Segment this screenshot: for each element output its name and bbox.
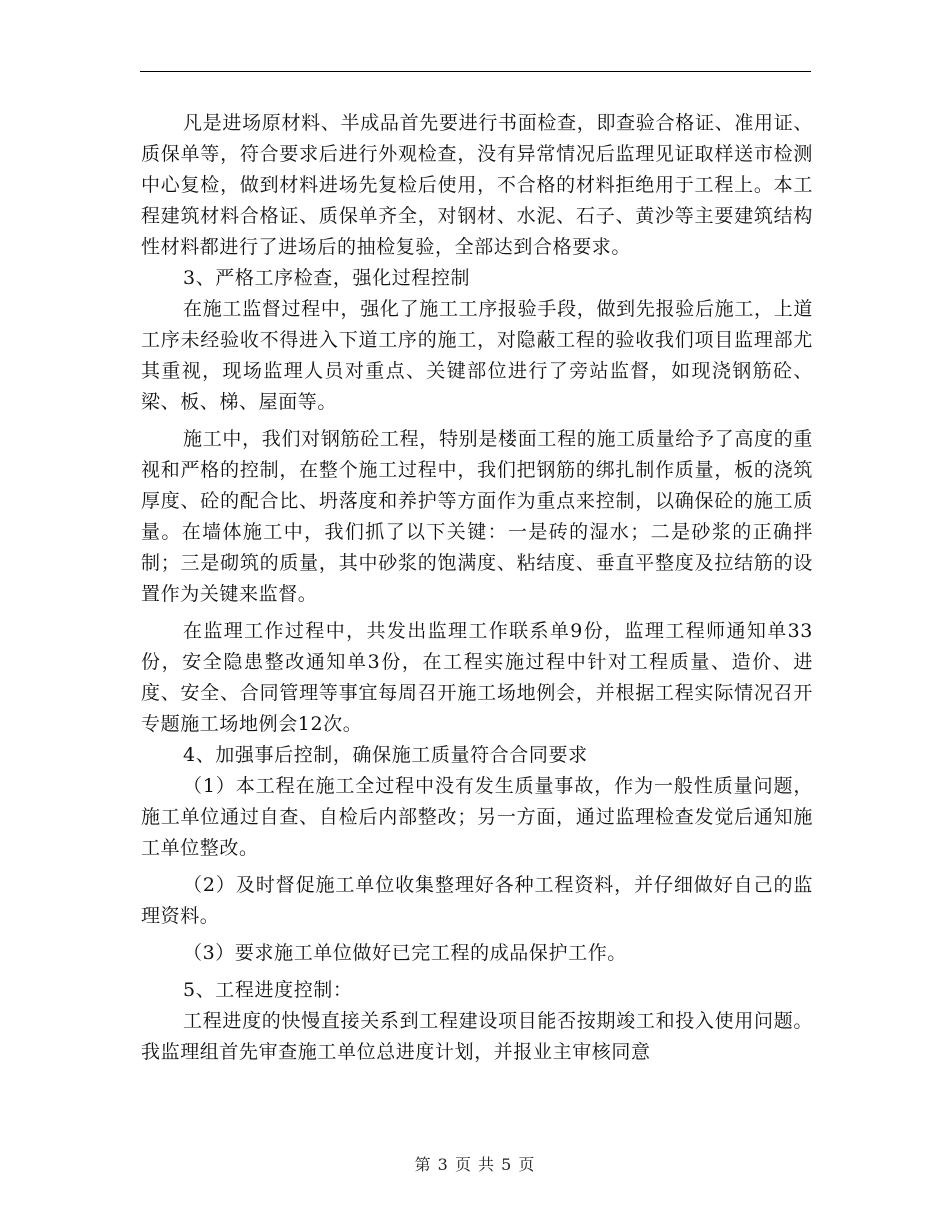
paragraph-item-1: （1）本工程在施工全过程中没有发生质量事故，作为一般性质量问题，施工单位通过自查、自检后内部整改；另一方面，通过监理检查发觉后通知施工单位整改。: [141, 775, 813, 859]
page-footer: 第 3 页 共 5 页: [414, 1155, 536, 1174]
section-heading-4: 4、加强事后控制，确保施工质量符合合同要求: [183, 744, 588, 766]
document-body: [141, 108, 813, 1068]
section-heading-3: 3、严格工序检查，强化过程控制: [183, 267, 471, 289]
paragraph-progress-control: 工程进度的快慢直接关系到工程建设项目能否按期竣工和投入使用问题。我监理组首先审查施工单位总进度计划，并报业主审核同意: [141, 1010, 813, 1063]
paragraph-item-2: （2）及时督促施工单位收集整理好各种工程资料，并仔细做好自己的监理资料。: [141, 874, 813, 927]
paragraph-notices-issued: 在监理工作过程中，共发出监理工作联系单9份，监理工程师通知单33份，安全隐患整改通知单3份，在工程实施过程中针对工程质量、造价、进度、安全、合同管理等事宜每周召开施工场地例会，并根据工程实际情况召开专题施工场地例会12次。: [141, 620, 813, 735]
header-rule: [140, 71, 811, 72]
paragraph-item-3: （3）要求施工单位做好已完工程的成品保护工作。: [183, 942, 627, 964]
paragraph-process-supervision: 在施工监督过程中，强化了施工工序报验手段，做到先报验后施工，上道工序未经验收不得进入下道工序的施工，对隐蔽工程的验收我们项目监理部尤其重视，现场监理人员对重点、关键部位进行了旁站监督，如现浇钢筋砼、梁、板、梯、屋面等。: [141, 298, 813, 413]
paragraph-materials-inspection: 凡是进场原材料、半成品首先要进行书面检查，即查验合格证、准用证、质保单等，符合要求后进行外观检查，没有异常情况后监理见证取样送市检测中心复检，做到材料进场先复检后使用，不合格的材料拒绝用于工程上。本工程建筑材料合格证、质保单齐全，对钢材、水泥、石子、黄沙等主要建筑结构性材料都进行了进场后的抽检复验，全部达到合格要求。: [141, 112, 813, 258]
paragraph-rebar-concrete: 施工中，我们对钢筋砼工程，特别是楼面工程的施工质量给予了高度的重视和严格的控制，在整个施工过程中，我们把钢筋的绑扎制作质量，板的浇筑厚度、砼的配合比、坍落度和养护等方面作为重点来控制，以确保砼的施工质量。在墙体施工中，我们抓了以下关键：一是砖的湿水；二是砂浆的正确拌制；三是砌筑的质量，其中砂浆的饱满度、粘结度、垂直平整度及拉结筋的设置作为关键来监督。: [141, 428, 813, 605]
section-heading-5: 5、工程进度控制：: [183, 979, 353, 1001]
